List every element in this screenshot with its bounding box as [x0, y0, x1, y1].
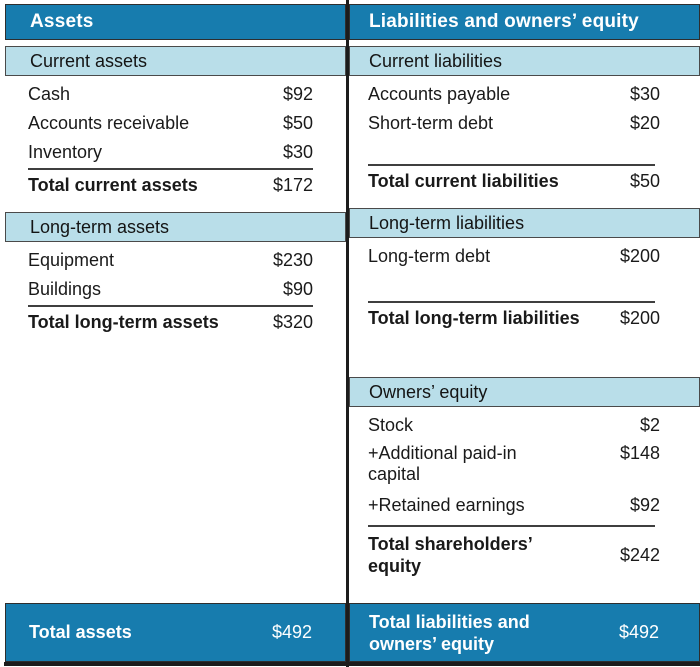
section-title: Current liabilities	[369, 50, 503, 71]
table-row	[0, 275, 346, 304]
total-value: $320	[272, 312, 313, 332]
table-row	[0, 246, 346, 275]
row-value: $30	[629, 84, 660, 104]
sum-rule-line	[368, 525, 655, 527]
table-row	[349, 440, 700, 491]
table-row	[349, 80, 700, 109]
total-label: Total long-term assets	[28, 312, 219, 332]
spacer	[349, 271, 700, 300]
grand-total-label: Total assets	[29, 622, 132, 642]
row-label: Accounts receivable	[28, 113, 190, 133]
liabilities-header-label: Liabilities and owners’ equity	[369, 11, 639, 32]
liabilities-column	[349, 0, 700, 582]
spacer	[349, 138, 700, 163]
row-label: Cash	[28, 84, 71, 104]
section-band-current-assets	[5, 46, 346, 76]
table-row	[349, 242, 700, 271]
row-label: Short-term debt	[368, 113, 494, 133]
total-value: $242	[619, 544, 660, 565]
assets-column	[0, 0, 346, 338]
row-value: $230	[272, 250, 313, 270]
table-row	[0, 80, 346, 109]
total-label: Total long-term liabilities	[368, 308, 580, 328]
table-row	[0, 109, 346, 138]
row-value: $2	[639, 415, 660, 435]
total-label: Total shareholders’ equity	[368, 534, 532, 576]
row-value: $50	[282, 113, 313, 133]
total-value: $200	[619, 308, 660, 328]
grand-total-value: $492	[271, 622, 312, 642]
table-row	[349, 109, 700, 138]
row-label: Equipment	[28, 250, 115, 270]
table-row	[0, 138, 346, 167]
row-value: $20	[629, 113, 660, 133]
section-title: Long-term assets	[30, 216, 170, 237]
section-title: Current assets	[30, 50, 148, 71]
total-row	[349, 303, 700, 334]
section-band-long-term-assets	[5, 212, 346, 242]
total-label: Total current liabilities	[368, 171, 559, 191]
row-value: $92	[282, 84, 313, 104]
section-band-owners-equity	[349, 377, 700, 407]
row-value: $200	[619, 246, 660, 266]
row-label: Long-term debt	[368, 246, 491, 266]
liabilities-header-band	[349, 4, 700, 40]
bottom-border-line	[4, 662, 700, 666]
assets-header-band	[5, 4, 346, 40]
total-value: $172	[272, 175, 313, 195]
total-liabilities-equity-band	[349, 603, 700, 662]
row-value: $30	[282, 142, 313, 162]
row-value: $90	[282, 279, 313, 299]
row-value: $92	[629, 495, 660, 515]
section-band-long-term-liabilities	[349, 208, 700, 238]
total-row	[0, 307, 346, 338]
table-row	[349, 411, 700, 440]
total-row	[349, 528, 700, 582]
section-title: Long-term liabilities	[369, 212, 525, 233]
row-label: Inventory	[28, 142, 103, 162]
total-assets-band	[5, 603, 346, 662]
row-label: +Additional paid-in capital	[368, 443, 517, 484]
row-value: $148	[619, 443, 660, 463]
assets-header-label: Assets	[30, 11, 94, 32]
row-label: Buildings	[28, 279, 102, 299]
table-row	[349, 491, 700, 520]
row-label: Accounts payable	[368, 84, 511, 104]
section-band-current-liabilities	[349, 46, 700, 76]
grand-total-value: $492	[618, 622, 659, 642]
row-label: +Retained earnings	[368, 495, 525, 515]
total-value: $50	[629, 171, 660, 191]
section-title: Owners’ equity	[369, 381, 488, 402]
total-label: Total current assets	[28, 175, 198, 195]
row-label: Stock	[368, 415, 414, 435]
grand-total-label: Total liabilities and owners’ equity	[369, 611, 530, 654]
total-row	[349, 166, 700, 197]
total-row	[0, 170, 346, 201]
